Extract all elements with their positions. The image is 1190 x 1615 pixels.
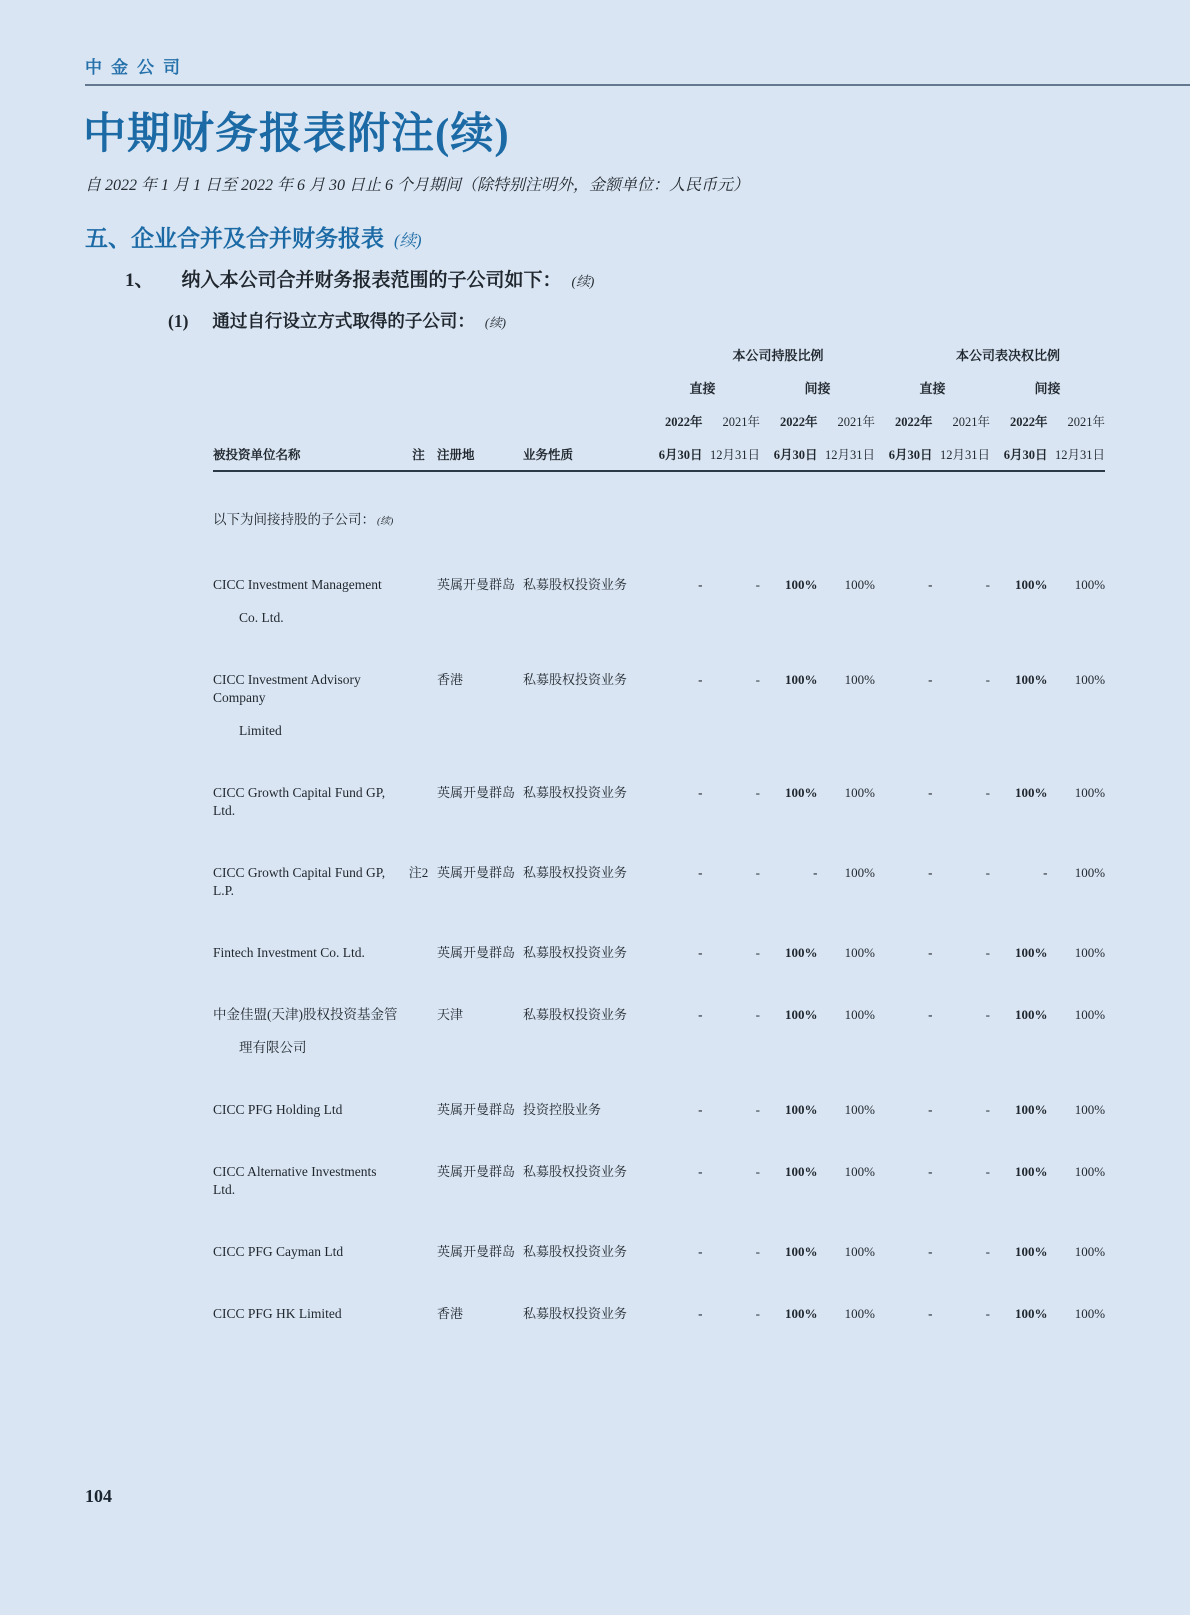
ratio-value-cell: - <box>928 945 933 960</box>
ratio-value-cell: - <box>755 865 760 880</box>
sub-header-direct: 直接 <box>919 381 946 396</box>
ratio-value-cell: - <box>985 672 991 687</box>
ratio-value-cell: 100% <box>844 865 876 880</box>
year-header: 2022年 <box>664 415 703 429</box>
company-name-cell <box>213 1006 400 1101</box>
day-header: 12月31日 <box>818 430 876 471</box>
registered-place-cell: 英属开曼群岛 <box>437 577 516 592</box>
ratio-value-cell: 100% <box>785 785 818 800</box>
subsubsection-number: (1) <box>168 311 189 331</box>
note-cell <box>400 1243 437 1305</box>
ratio-value-cell: - <box>985 1164 991 1179</box>
sub-header-indirect: 间接 <box>804 381 831 396</box>
company-name-cell <box>213 1243 400 1305</box>
day-header: 12月31日 <box>933 430 991 471</box>
ratio-value-cell: - <box>698 945 703 960</box>
ratio-value-cell: 100% <box>844 1244 876 1259</box>
section-heading-text: 五、企业合并及合并财务报表 <box>85 226 384 251</box>
ratio-value-cell: 100% <box>785 945 818 960</box>
year-header: 2021年 <box>837 415 876 429</box>
business-nature-cell: 私募股权投资业务 <box>523 1164 628 1179</box>
table-row <box>213 944 1105 1006</box>
company-name-line1: CICC Alternative Investments Ltd. <box>213 1164 377 1197</box>
subsubsection-heading-text: 通过自行设立方式取得的子公司： <box>212 311 475 331</box>
ratio-value-cell: - <box>928 672 933 687</box>
ratio-value-cell: - <box>985 1244 991 1259</box>
registered-place-cell: 香港 <box>437 1306 464 1321</box>
year-header: 2021年 <box>1067 415 1106 429</box>
ratio-value-cell: 100% <box>844 672 876 687</box>
ratio-value-cell: - <box>985 1306 991 1321</box>
table-row <box>213 1305 1105 1367</box>
ratio-value-cell: - <box>928 1164 933 1179</box>
ratio-value-cell: 100% <box>844 785 876 800</box>
ratio-value-cell: 100% <box>1015 1102 1048 1117</box>
ratio-value-cell: - <box>928 1102 933 1117</box>
business-nature-cell: 私募股权投资业务 <box>523 1244 628 1259</box>
ratio-value-cell: 100% <box>1015 1244 1048 1259</box>
page-subtitle: 自 2022 年 1 月 1 日至 2022 年 6 月 30 日止 6 个月期间（除特别注明外，金额单位：人民币元） <box>85 177 750 194</box>
ratio-value-cell: 100% <box>1015 785 1048 800</box>
table-row <box>213 784 1105 864</box>
ratio-value-cell: 100% <box>785 1244 818 1259</box>
sub-header-row <box>213 363 1105 396</box>
company-name-cell <box>213 576 400 671</box>
company-name-line1: CICC Investment Advisory Company <box>213 672 361 705</box>
ratio-value-cell: 100% <box>1015 1164 1048 1179</box>
note-cell <box>400 1101 437 1163</box>
business-nature-cell: 私募股权投资业务 <box>523 785 628 800</box>
registered-place-cell: 英属开曼群岛 <box>437 945 516 960</box>
day-header: 6月30日 <box>645 430 703 471</box>
ratio-value-cell: - <box>928 1306 933 1321</box>
company-name-line2: Co. Ltd. <box>239 610 284 625</box>
year-header: 2021年 <box>722 415 760 429</box>
table-row <box>213 1243 1105 1305</box>
ratio-value-cell: 100% <box>1074 865 1106 880</box>
registered-place-cell: 天津 <box>437 1007 464 1022</box>
company-name-cell <box>213 1101 400 1163</box>
ratio-value-cell: - <box>755 1102 760 1117</box>
day-header: 12月31日 <box>703 430 761 471</box>
company-name-cell <box>213 944 400 1006</box>
company-name-line1: CICC PFG Cayman Ltd <box>213 1244 344 1259</box>
company-name-line1: CICC PFG Holding Ltd <box>213 1102 343 1117</box>
ratio-value-cell: - <box>698 577 703 592</box>
registered-place-cell: 英属开曼群岛 <box>437 1102 516 1117</box>
page-title: 中期财务报表附注(续) <box>83 111 510 158</box>
note-cell <box>400 1006 437 1101</box>
subsection-heading-continued: (续) <box>571 274 595 289</box>
ratio-value-cell: - <box>1043 865 1048 880</box>
ratio-value-cell: - <box>928 865 933 880</box>
ratio-value-cell: 100% <box>1074 672 1106 687</box>
business-nature-cell: 私募股权投资业务 <box>523 945 628 960</box>
ratio-value-cell: 100% <box>1074 785 1106 800</box>
column-header-row <box>213 430 1105 471</box>
section-heading <box>85 220 422 253</box>
ratio-value-cell: - <box>985 1102 991 1117</box>
ratio-value-cell: 100% <box>1074 1007 1106 1022</box>
company-name-line2: 理有限公司 <box>239 1040 307 1055</box>
business-nature-cell: 私募股权投资业务 <box>523 1007 628 1022</box>
ratio-value-cell: 100% <box>844 945 876 960</box>
column-header-business: 业务性质 <box>523 430 645 471</box>
table-header <box>213 332 1105 471</box>
note-cell <box>400 671 437 784</box>
business-nature-cell: 私募股权投资业务 <box>523 672 628 687</box>
ratio-value-cell: - <box>698 1102 703 1117</box>
ratio-value-cell: - <box>985 945 991 960</box>
sub-header-indirect: 间接 <box>1034 381 1061 396</box>
business-nature-cell: 投资控股业务 <box>523 1102 602 1117</box>
ratio-value-cell: - <box>755 1007 760 1022</box>
ratio-value-cell: 100% <box>785 672 818 687</box>
ratio-value-cell: 100% <box>844 577 876 592</box>
ratio-value-cell: - <box>698 1164 703 1179</box>
group-header-shareholding: 本公司持股比例 <box>732 348 824 363</box>
ratio-value-cell: - <box>755 577 760 592</box>
subsubsection-heading-continued: (续) <box>484 316 506 330</box>
ratio-value-cell: - <box>813 865 818 880</box>
section-label-row <box>213 471 1105 576</box>
ratio-value-cell: - <box>698 1306 703 1321</box>
note-cell <box>400 1305 437 1367</box>
business-nature-cell: 私募股权投资业务 <box>523 1306 628 1321</box>
company-name-line1: CICC Growth Capital Fund GP, L.P. <box>213 865 386 898</box>
ratio-value-cell: - <box>755 785 760 800</box>
sub-header-direct: 直接 <box>689 381 716 396</box>
company-name-cell <box>213 864 400 944</box>
section-label-continued: (续) <box>377 516 394 527</box>
table-row <box>213 671 1105 784</box>
ratio-value-cell: 100% <box>1074 945 1106 960</box>
company-name-line1: CICC Investment Management <box>213 577 382 592</box>
ratio-value-cell: 100% <box>844 1306 876 1321</box>
note-cell <box>400 784 437 864</box>
registered-place-cell: 香港 <box>437 672 464 687</box>
subsubsection-heading <box>168 308 506 333</box>
ratio-value-cell: 100% <box>1015 945 1048 960</box>
company-name-cell <box>213 1305 400 1367</box>
table-row <box>213 1101 1105 1163</box>
ratio-value-cell: 100% <box>1074 1244 1106 1259</box>
ratio-value-cell: 100% <box>785 1007 818 1022</box>
registered-place-cell: 英属开曼群岛 <box>437 1244 516 1259</box>
section-heading-continued: (续) <box>394 231 422 250</box>
subsection-heading-text: 纳入本公司合并财务报表范围的子公司如下： <box>181 270 562 291</box>
company-brand: 中金公司 <box>85 58 189 77</box>
year-header: 2022年 <box>779 415 818 429</box>
header-rule <box>85 84 1190 86</box>
company-name-cell <box>213 1163 400 1243</box>
ratio-value-cell: 100% <box>844 1102 876 1117</box>
company-name-line1: Fintech Investment Co. Ltd. <box>213 945 365 960</box>
ratio-value-cell: - <box>698 865 703 880</box>
ratio-value-cell: 100% <box>785 1102 818 1117</box>
ratio-value-cell: 100% <box>844 1007 876 1022</box>
group-header-row <box>213 332 1105 363</box>
registered-place-cell: 英属开曼群岛 <box>437 1164 516 1179</box>
ratio-value-cell: 100% <box>1074 1306 1106 1321</box>
year-header: 2022年 <box>895 415 933 429</box>
ratio-value-cell: - <box>928 1244 933 1259</box>
subsection-number: 1、 <box>125 270 154 291</box>
ratio-value-cell: 100% <box>785 577 818 592</box>
ratio-value-cell: 100% <box>1074 1102 1106 1117</box>
day-header: 6月30日 <box>875 430 933 471</box>
note-cell <box>400 1163 437 1243</box>
day-header: 6月30日 <box>990 430 1048 471</box>
table-row <box>213 1006 1105 1101</box>
company-name-line1: 中金佳盟(天津)股权投资基金管 <box>213 1007 398 1022</box>
year-header: 2021年 <box>952 415 991 429</box>
ratio-value-cell: - <box>755 1164 760 1179</box>
ratio-value-cell: - <box>928 1007 933 1022</box>
registered-place-cell: 英属开曼群岛 <box>437 865 516 880</box>
day-header: 12月31日 <box>1048 430 1106 471</box>
table-row <box>213 576 1105 671</box>
company-name-line1: CICC PFG HK Limited <box>213 1306 342 1321</box>
company-name-cell <box>213 784 400 864</box>
section-label: 以下为间接持股的子公司： <box>213 512 375 527</box>
ratio-value-cell: - <box>698 785 703 800</box>
company-name-line1: CICC Growth Capital Fund GP, Ltd. <box>213 785 386 818</box>
ratio-value-cell: - <box>985 785 991 800</box>
ratio-value-cell: 100% <box>1074 577 1106 592</box>
ratio-value-cell: - <box>755 1306 760 1321</box>
ratio-value-cell: - <box>698 1244 703 1259</box>
ratio-value-cell: - <box>755 1244 760 1259</box>
group-header-voting: 本公司表决权比例 <box>956 348 1061 363</box>
ratio-value-cell: - <box>755 945 760 960</box>
subsidiaries-table <box>213 332 1105 1367</box>
page-number: 104 <box>85 1486 112 1506</box>
ratio-value-cell: - <box>755 672 760 687</box>
note-cell: 注2 <box>408 865 429 880</box>
subsidiaries-table-wrapper <box>213 332 1105 1367</box>
ratio-value-cell: 100% <box>785 1164 818 1179</box>
table-body <box>213 471 1105 1367</box>
ratio-value-cell: - <box>698 1007 703 1022</box>
ratio-value-cell: 100% <box>844 1164 876 1179</box>
ratio-value-cell: - <box>928 785 933 800</box>
year-header-row <box>213 396 1105 430</box>
ratio-value-cell: - <box>985 577 991 592</box>
ratio-value-cell: 100% <box>1015 1007 1048 1022</box>
year-header: 2022年 <box>1010 415 1048 429</box>
note-cell <box>400 576 437 671</box>
column-header-name: 被投资单位名称 <box>213 430 400 471</box>
day-header: 6月30日 <box>760 430 818 471</box>
ratio-value-cell: 100% <box>1015 672 1048 687</box>
business-nature-cell: 私募股权投资业务 <box>523 577 628 592</box>
ratio-value-cell: - <box>985 865 991 880</box>
column-header-place: 注册地 <box>437 430 523 471</box>
table-row <box>213 864 1105 944</box>
note-cell <box>400 944 437 1006</box>
business-nature-cell: 私募股权投资业务 <box>523 865 628 880</box>
table-row <box>213 1163 1105 1243</box>
registered-place-cell: 英属开曼群岛 <box>437 785 516 800</box>
subsection-heading <box>125 265 594 292</box>
ratio-value-cell: 100% <box>1015 1306 1048 1321</box>
ratio-value-cell: 100% <box>1015 577 1048 592</box>
ratio-value-cell: 100% <box>1074 1164 1106 1179</box>
column-header-note: 注 <box>400 430 437 471</box>
ratio-value-cell: - <box>698 672 703 687</box>
ratio-value-cell: 100% <box>785 1306 818 1321</box>
ratio-value-cell: - <box>985 1007 991 1022</box>
company-name-line2: Limited <box>239 723 282 738</box>
ratio-value-cell: - <box>928 577 933 592</box>
company-name-cell <box>213 671 400 784</box>
